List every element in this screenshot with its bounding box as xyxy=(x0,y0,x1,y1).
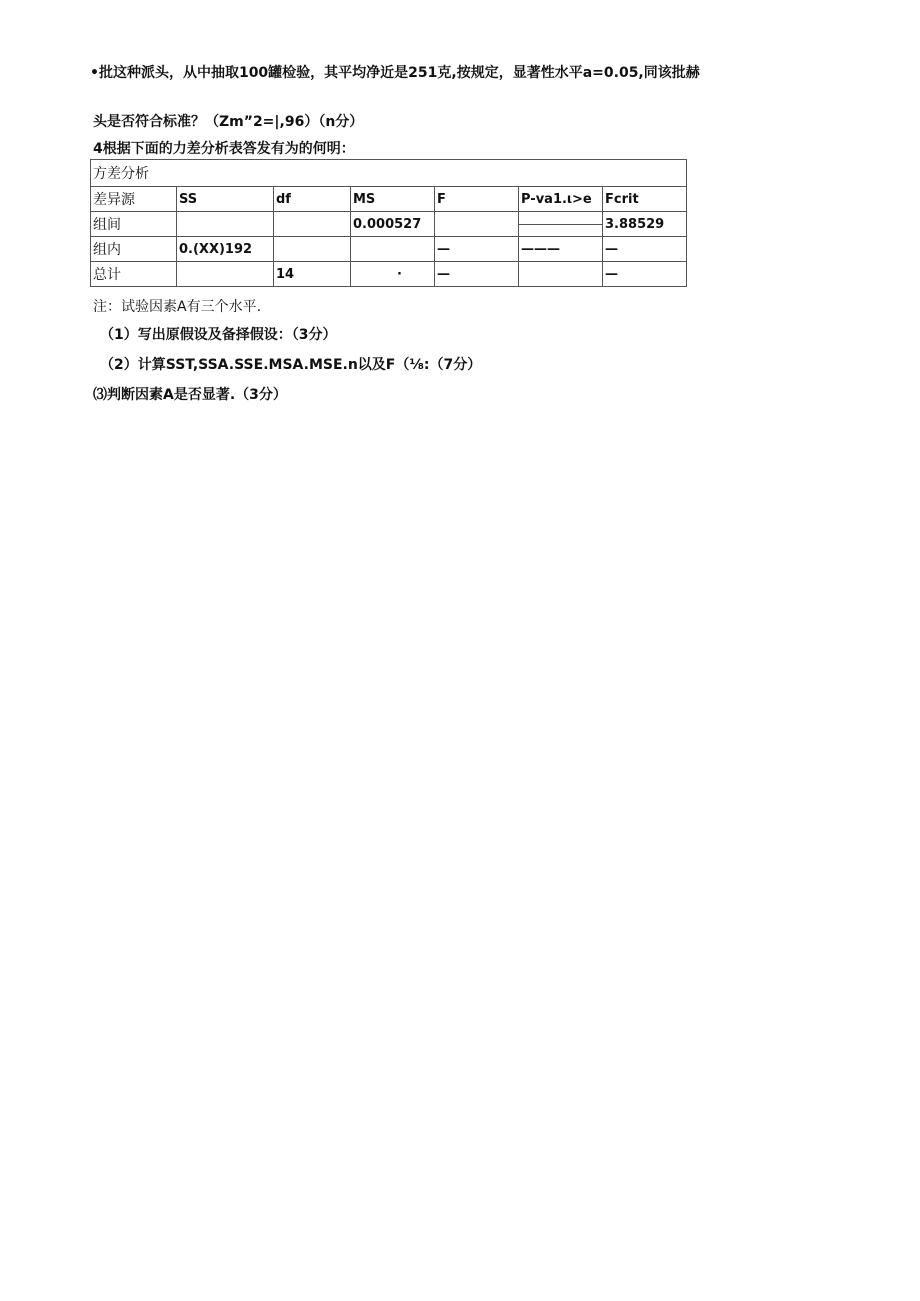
cell-p-value: ——— xyxy=(519,237,603,262)
table-row xyxy=(91,212,687,237)
header-p-value: P-va1.ι>e xyxy=(519,187,603,212)
row-label-within: 组内 xyxy=(91,237,177,262)
sub-question-2: （2）计算SST,SSA.SSE.MSA.MSE.n以及F（⅛:（7分） xyxy=(100,357,482,373)
dot-mark: · xyxy=(397,266,402,282)
cell-f: — xyxy=(435,237,519,262)
cell-f xyxy=(435,212,519,237)
cell-f-crit: 3.88529 xyxy=(603,212,687,237)
header-source: 差异源 xyxy=(91,187,177,212)
cell-p-value xyxy=(519,262,603,287)
row-label-total: 总计 xyxy=(91,262,177,287)
header-df: df xyxy=(274,187,351,212)
question-3-line-1: •批这种派头，从中抽取100罐检验，其平均净近是251克,按规定，显著性水平a=0.05,同该批赫 xyxy=(90,65,700,81)
sub-question-3: ⑶判断因素A是否显著.（3分） xyxy=(93,387,287,403)
table-note: 注：试验因素A有三个水平. xyxy=(93,299,262,315)
strike-line xyxy=(519,224,602,225)
row-label-between: 组间 xyxy=(91,212,177,237)
cell-p-value xyxy=(519,212,603,237)
header-ms: MS xyxy=(351,187,435,212)
table-caption: 方差分析 xyxy=(91,160,687,187)
cell-f: — xyxy=(435,262,519,287)
table-header-row xyxy=(91,187,687,212)
table-row xyxy=(91,262,687,287)
cell-ss: 0.(XX)192 xyxy=(177,237,274,262)
cell-df xyxy=(274,212,351,237)
anova-table xyxy=(90,159,687,287)
question-3-line-2: 头是否符合标准？（Zm”2=|,96）（n分） xyxy=(93,114,364,130)
cell-ms: 0.000527 xyxy=(351,212,435,237)
cell-ss xyxy=(177,212,274,237)
cell-f-crit: — xyxy=(603,262,687,287)
table-row xyxy=(91,237,687,262)
header-f-crit: Fcrit xyxy=(603,187,687,212)
cell-ms xyxy=(351,262,435,287)
cell-ms xyxy=(351,237,435,262)
cell-df: 14 xyxy=(274,262,351,287)
table-caption-row xyxy=(91,160,687,187)
cell-ss xyxy=(177,262,274,287)
cell-f-crit: — xyxy=(603,237,687,262)
header-f: F xyxy=(435,187,519,212)
header-ss: SS xyxy=(177,187,274,212)
cell-df xyxy=(274,237,351,262)
sub-question-1: （1）写出原假设及备择假设：（3分） xyxy=(100,327,337,343)
question-4-intro: 4根据下面的力差分析表答发有为的何明： xyxy=(93,141,355,157)
